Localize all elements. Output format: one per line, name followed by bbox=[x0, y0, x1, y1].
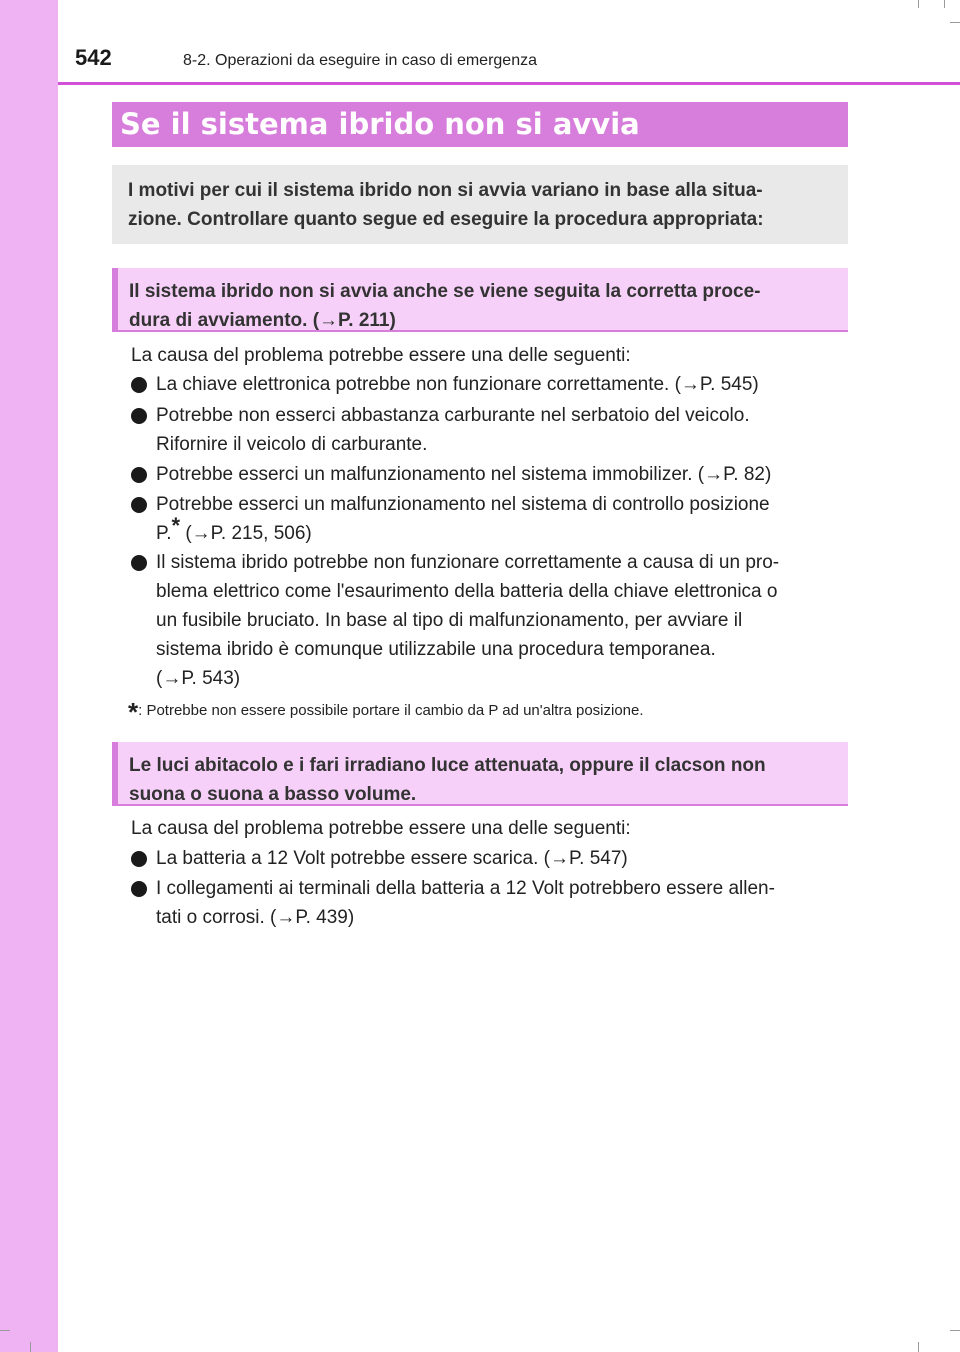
footnote-text: : Potrebbe non essere possibile portare il cambio da P ad un'altra posizione. bbox=[138, 702, 644, 719]
footnote bbox=[128, 697, 644, 728]
list-item-line: (→P. 543) bbox=[156, 668, 241, 689]
list-item-line: blema elettrico come l'esaurimento della batteria della chiave elettronica o bbox=[156, 581, 778, 602]
header-rule bbox=[58, 82, 960, 85]
subheading-line: Il sistema ibrido non si avvia anche se viene seguita la corretta proce- bbox=[129, 281, 761, 302]
list-item-line: tati o corrosi. (→P. 439) bbox=[156, 907, 355, 928]
crop-mark bbox=[30, 1342, 31, 1352]
footnote-star: * bbox=[128, 697, 139, 727]
cause-lead-text: La causa del problema potrebbe essere una delle seguenti: bbox=[131, 818, 631, 839]
crop-mark bbox=[950, 22, 960, 23]
bullet-dot-icon bbox=[131, 467, 147, 483]
bullet-dot-icon bbox=[131, 377, 147, 393]
crop-mark bbox=[944, 0, 945, 8]
section-title: Se il sistema ibrido non si avvia bbox=[112, 102, 848, 147]
list-item bbox=[156, 874, 840, 932]
bullet-dot-icon bbox=[131, 497, 147, 513]
list-item-line: Potrebbe esserci un malfunzionamento nel sistema di controllo posizione bbox=[156, 494, 770, 515]
list-item-line bbox=[156, 513, 840, 548]
list-item: La batteria a 12 Volt potrebbe essere scarica. (→P. 547) bbox=[156, 848, 628, 869]
page-number: 542 bbox=[75, 45, 112, 70]
bullet-dot-icon bbox=[131, 851, 147, 867]
cause-lead-text: La causa del problema potrebbe essere una delle seguenti: bbox=[131, 345, 631, 366]
footnote-marker: * bbox=[171, 513, 181, 538]
list-item-line: Potrebbe non esserci abbastanza carburante nel serbatoio del veicolo. bbox=[156, 405, 750, 426]
intro-line: I motivi per cui il sistema ibrido non si avvia variano in base alla situa- bbox=[128, 180, 763, 201]
subheading-line: dura di avviamento. (→P. 211) bbox=[129, 310, 396, 331]
subheading-line: suona o suona a basso volume. bbox=[129, 784, 417, 805]
list-item-line: I collegamenti ai terminali della batteria a 12 Volt potrebbero essere allen- bbox=[156, 878, 775, 899]
bullet-dot-icon bbox=[131, 408, 147, 424]
list-item-line: un fusibile bruciato. In base al tipo di malfunzionamento, per avviare il bbox=[156, 610, 743, 631]
crop-mark bbox=[950, 1330, 960, 1331]
list-item bbox=[156, 490, 840, 548]
list-item: La chiave elettronica potrebbe non funzionare correttamente. (→P. 545) bbox=[156, 374, 759, 395]
running-head: 8-2. Operazioni da eseguire in caso di emergenza bbox=[183, 52, 537, 69]
bullet-dot-icon bbox=[131, 555, 147, 571]
bullet-dot-icon bbox=[131, 881, 147, 897]
crop-mark bbox=[918, 1342, 919, 1352]
list-item bbox=[156, 401, 840, 459]
intro-line: zione. Controllare quanto segue ed eseguire la procedura appropriata: bbox=[128, 209, 764, 230]
list-item: Potrebbe esserci un malfunzionamento nel sistema immobilizer. (→P. 82) bbox=[156, 464, 772, 485]
list-item-line: Rifornire il veicolo di carburante. bbox=[156, 434, 428, 455]
crop-mark bbox=[918, 0, 919, 8]
line-suffix: (→P. 215, 506) bbox=[180, 523, 312, 544]
subheading-line: Le luci abitacolo e i fari irradiano luce attenuata, oppure il clacson non bbox=[129, 755, 766, 776]
intro-box bbox=[112, 165, 848, 244]
list-item-line: sistema ibrido è comunque utilizzabile una procedura temporanea. bbox=[156, 639, 716, 660]
subheading-dim-lights bbox=[112, 742, 848, 806]
crop-mark bbox=[0, 1330, 10, 1331]
list-item bbox=[156, 548, 840, 693]
list-item-line: Il sistema ibrido potrebbe non funzionare correttamente a causa di un pro- bbox=[156, 552, 780, 573]
chapter-side-band bbox=[0, 0, 58, 1352]
line-prefix: P. bbox=[156, 523, 172, 544]
subheading-hybrid-not-starting bbox=[112, 268, 848, 332]
